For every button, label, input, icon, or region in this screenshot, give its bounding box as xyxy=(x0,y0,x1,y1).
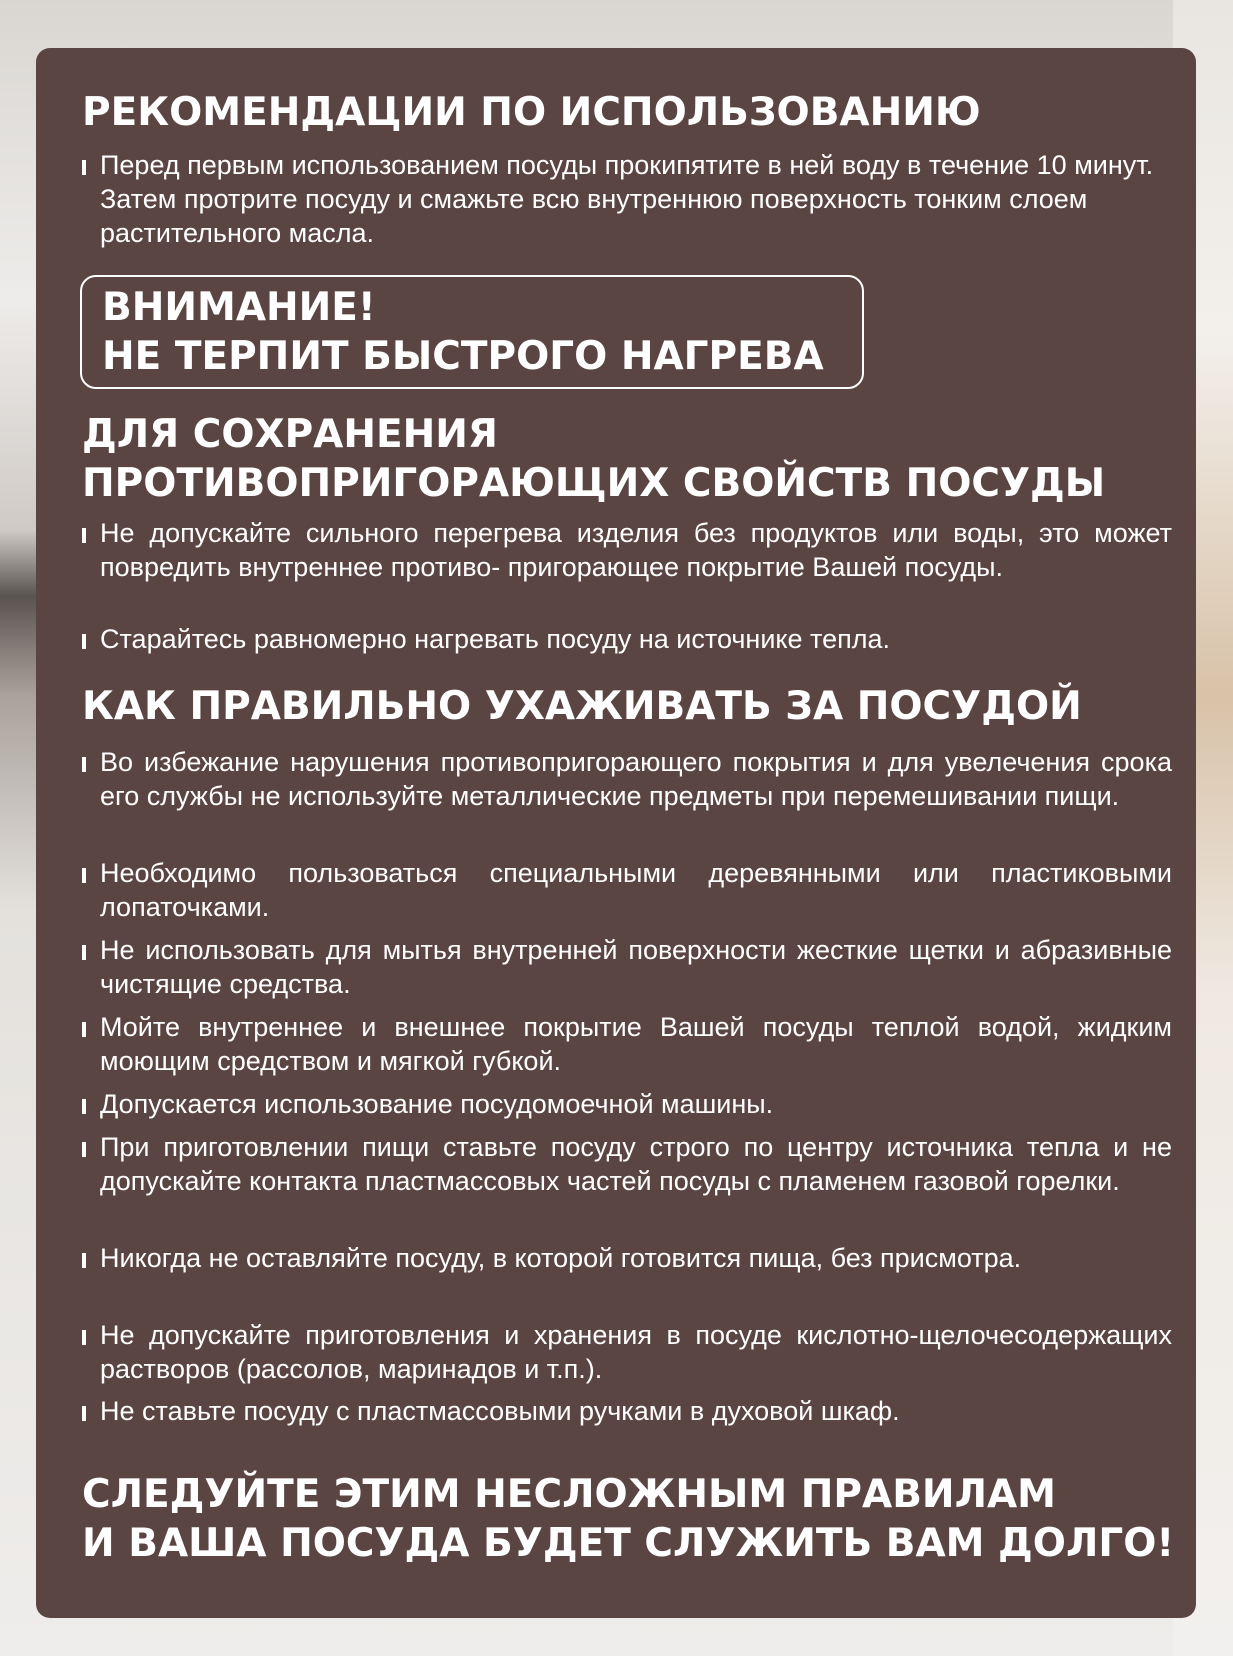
list-item-text: Во избежание нарушения противопригорающего покрытия и для увелечения срока его службы не используйте металлические предметы при перемешивании пищи. xyxy=(100,747,1172,811)
usage-heading: РЕКОМЕНДАЦИИ ПО ИСПОЛЬЗОВАНИЮ xyxy=(82,90,981,135)
list-item-text: Не допускайте сильного перегрева изделия без продуктов или воды, это может повредить внутреннее противо- пригорающее покрытие Вашей посуды. xyxy=(100,518,1172,582)
bullet-icon xyxy=(82,634,86,649)
bullet-icon xyxy=(82,868,86,883)
list-item-text: Необходимо пользоваться специальными деревянными или пластиковыми лопаточками. xyxy=(100,858,1172,922)
list-item-text: Перед первым использованием посуды прокипятите в ней воду в течение 10 минут. Затем протрите посуду и смажьте всю внутреннюю поверхность тонким слоем растительного масла. xyxy=(100,150,1154,248)
care-heading: КАК ПРАВИЛЬНО УХАЖИВАТЬ ЗА ПОСУДОЙ xyxy=(82,684,1082,729)
closing-text: СЛЕДУЙТЕ ЭТИМ НЕСЛОЖНЫМ ПРАВИЛАМ И ВАША ПОСУДА БУДЕТ СЛУЖИТЬ ВАМ ДОЛГО! xyxy=(82,1472,1175,1566)
preserve-heading: ДЛЯ СОХРАНЕНИЯ ПРОТИВОПРИГОРАЮЩИХ СВОЙСТВ ПОСУДЫ xyxy=(82,412,1106,506)
bullet-icon xyxy=(82,528,86,543)
bullet-icon xyxy=(82,757,86,772)
list-item-text: Никогда не оставляйте посуду, в которой готовится пища, без присмотра. xyxy=(100,1243,1022,1273)
list-item xyxy=(82,1087,1172,1121)
list-item-text: Старайтесь равномерно нагревать посуду на источнике тепла. xyxy=(100,624,891,654)
bullet-icon xyxy=(82,945,86,960)
bullet-icon xyxy=(82,1142,86,1157)
bullet-icon xyxy=(82,1022,86,1037)
list-item-text: Не ставьте посуду с пластмассовыми ручками в духовой шкаф. xyxy=(100,1396,900,1426)
warning-box xyxy=(80,275,864,389)
list-item xyxy=(82,1241,1172,1275)
list-item xyxy=(82,1130,1172,1198)
bullet-icon xyxy=(82,1253,86,1268)
list-item xyxy=(82,933,1172,1001)
list-item-text: Допускается использование посудомоечной машины. xyxy=(100,1089,774,1119)
list-item xyxy=(82,1010,1172,1078)
list-item-text: Мойте внутреннее и внешнее покрытие Вашей посуды теплой водой, жидким моющим средством и мягкой губкой. xyxy=(100,1012,1172,1076)
bullet-icon xyxy=(82,160,86,175)
warning-text: ВНИМАНИЕ! НЕ ТЕРПИТ БЫСТРОГО НАГРЕВА xyxy=(102,285,824,379)
list-item xyxy=(82,856,1172,924)
instructions-panel xyxy=(36,48,1196,1618)
list-item-text: Не использовать для мытья внутренней поверхности жесткие щетки и абразивные чистящие средства. xyxy=(100,935,1172,999)
list-item xyxy=(82,516,1172,584)
list-item xyxy=(82,1318,1172,1386)
list-item xyxy=(82,148,1172,250)
bullet-icon xyxy=(82,1406,86,1421)
list-item xyxy=(82,622,1172,656)
bullet-icon xyxy=(82,1099,86,1114)
list-item xyxy=(82,1394,1172,1428)
bullet-icon xyxy=(82,1330,86,1345)
list-item-text: Не допускайте приготовления и хранения в посуде кислотно-щелочесодержащих растворов (рассолов, маринадов и т.п.). xyxy=(100,1320,1172,1384)
list-item-text: При приготовлении пищи ставьте посуду строго по центру источника тепла и не допускайте контакта пластмассовых частей посуды с пламенем газовой горелки. xyxy=(100,1132,1172,1196)
list-item xyxy=(82,745,1172,813)
